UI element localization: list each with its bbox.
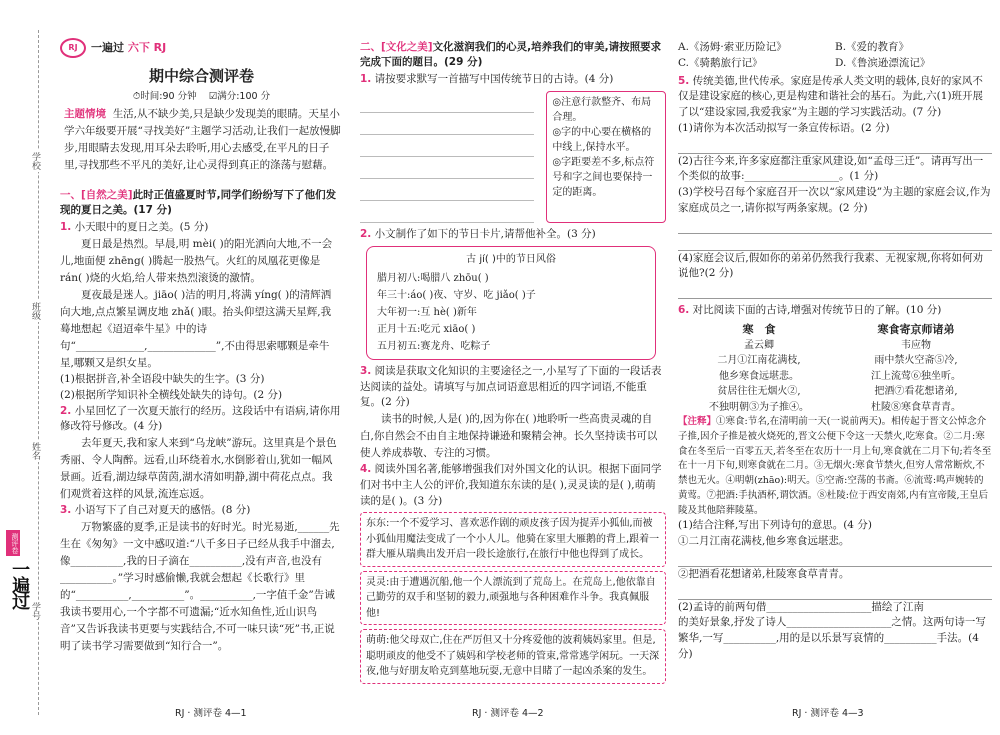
- answer-line[interactable]: [678, 282, 992, 299]
- q6-line-1: ①二月江南花满枝,他乡寒食远堪悲。: [678, 535, 850, 548]
- section-3: [678, 40, 992, 663]
- option-b: B.《爱的教育》: [835, 41, 910, 53]
- writing-tips: ◎注意行款整齐、布局合理。 ◎字的中心要在横格的中线上,保持水平。 ◎字距要差不多,标点符号和字之间也要保持一定的距离。: [546, 91, 666, 223]
- scenario-tag: 主题情境: [64, 108, 106, 120]
- answer-line[interactable]: [678, 583, 992, 600]
- q6-sub-1: (1)结合注释,写出下列诗句的意思。(4 分): [678, 519, 872, 532]
- q3-paragraph: 万物繁盛的夏季,正是读书的好时光。时光易逝,______先生在《匆匆》一文中感叹道:“八千多日子已经从我手中溜去,像__________,我的日子滴在__________,没有声音,也没有__________。”学习时感偷懒,我就会想起《长歌行》里的“__________,__________”。__________,一字值千金”告诫我读书要用心,一个字都不可遗漏;“近水知鱼性,近山识鸟音”又告诉我读书更要与实践结合,不可一味只读“死”书,正说明了读书学习需要做到“知行合一”。: [60, 520, 340, 652]
- q5-sub-4: (4)家庭会议后,假如你的弟弟仍然我行我素、无视家规,你将如何劝说他?(2 分): [678, 251, 984, 280]
- comment-dongdong: 东东:一个不爱学习、喜欢恶作剧的顽皮孩子因为捉弄小狐仙,而被小狐仙用魔法变成了一个小人儿。他骑在家里大雁鹅的背上,跟着一群大雁从瑞典出发开启一段长途旅行,在旅行中他也得到了成长。: [360, 512, 666, 567]
- comment-lingling: 灵灵:由于遭遇沉船,他一个人漂流到了荒岛上。在荒岛上,他依靠自己勤劳的双手和坚韧的毅力,顽强地与各种困难作斗争。我真佩服他!: [360, 571, 666, 626]
- question-2-1: 1. 请按要求默写一首描写中国传统节日的古诗。(4 分) ◎注意行款整齐、布局合理。 ◎字的中心要在横格的中线上,保持水平。 ◎字距要差不多,标点符号和字之间也要保持一定的距离。: [360, 72, 666, 223]
- poem-hanshi-jishi: 寒食寄京师诸弟 韦应物 雨中禁火空斋⑤冷, 江上流莺⑥独坐听。 把酒⑦看花想诸弟, 杜陵⑧寒食草青青。: [871, 322, 961, 413]
- section-2-tag: [文化之美]: [381, 41, 433, 53]
- writing-grid[interactable]: [360, 91, 534, 223]
- q6-sub-2b: 的美好景象,抒发了诗人____________________之情。这两句诗一写繁华,一写__________,用的是以乐景写哀情的__________手法。(4 分): [678, 616, 986, 660]
- festival-card: [366, 246, 656, 360]
- brand-tag: 测评卷: [6, 530, 20, 556]
- q5-sub-1: (1)请你为本次活动拟写一条宣传标语。(2 分): [678, 121, 890, 134]
- q5-sub-3: (3)学校号召每个家庭召开一次以“家风建设”为主题的家庭会议,作为家庭成员之一,请你拟写两条家规。(2 分): [678, 186, 991, 214]
- question-1-3: 3. 小语写下了自己对夏天的感悟。(8 分) 万物繁盛的夏季,正是读书的好时光。时光易逝,______先生在《匆匆》一文中感叹道:“八千多日子已经从我手中溜去,像__________,我的日子滴在__________,没有声音,也没有__________。”学习时感偷懒,我就会想起《长歌行》里的“__________,__________”。__________,一字值千金”告诫我读书要用心,一个字都不可遗漏;“近水知鱼性,近山识鸟音”又告诉我读书更要与实践结合,不可一味只读“死”书,正说明了读书学习需要做到“知行合一”。: [60, 503, 341, 655]
- theme-scenario: [64, 106, 341, 174]
- annotations: 【注释】①寒食:节名,在清明前一天(一说前两天)。相传起于晋文公悼念介子推,因介子推是被火烧死的,晋文公便下令这一天禁火,吃寒食。②二月:寒食在冬至后一百零五天,若冬至在农历十一月上旬,寒食就在二月下旬;若冬至在十一月下旬,则寒食就在二月。③无烟火:寒食节禁火,但穷人常常断炊,不禁也无火。④明朝(zhāo):明天。⑤空斋:空荡的书斋。⑥流莺:鸣声婉转的黄莺。⑦把酒:手执酒杯,谓饮酒。⑧杜陵:位于西安南郊,内有宣帝陵,王皇后陵及其他陪葬陵墓。: [678, 416, 992, 516]
- comment-mengmeng: 萌萌:他父母双亡,住在严厉但又十分疼爱他的波莉姨妈家里。但是,聪明顽皮的他受不了姨妈和学校老师的管束,常常逃学闲玩。一天深夜,他与好朋友哈克到墓地玩耍,无意中目睹了一起凶杀案的发生。: [360, 629, 666, 684]
- q6-sub-2a: (2)孟诗的前两句借____________________描绘了江南: [678, 600, 924, 613]
- poem-1-title: 寒 食: [742, 322, 776, 336]
- full-score: ☑满分:100 分: [208, 91, 271, 102]
- q2-paragraph: 去年夏天,我和家人来到“乌龙峡”游玩。这里真是个景色秀丽、令人陶醉。远看,山环绕着水,水倒影着山,犹如一幅风景画。近看,湖边绿草茵茵,湖水清如明静,湖中荷花点点。我们观赏着这样的风景,流连忘返。: [60, 437, 337, 501]
- q5-sub-2: (2)古往今来,许多家庭都注重家风建设,如“孟母三迁”。请再写出一个类似的故事:__________________。(1 分): [678, 154, 984, 183]
- school-label: 学校: [28, 150, 41, 172]
- poem-2-title: 寒食寄京师诸弟: [877, 322, 955, 336]
- option-a: A.《汤姆·索亚历险记》: [678, 41, 787, 53]
- q1-sub-2: (2)根据所学知识补全横线处缺失的诗句。(2 分): [60, 388, 283, 401]
- grade-label: 六下 RJ: [127, 41, 167, 55]
- exam-meta: [58, 90, 345, 104]
- page-3-footer: RJ · 测评卷 4—3: [792, 708, 864, 720]
- q1-sub-1: (1)根据拼音,补全语段中缺失的生字。(3 分): [60, 373, 265, 386]
- section-1: [60, 188, 341, 655]
- page-1: [0, 0, 345, 735]
- time-limit: ⏱时间:90 分钟: [132, 91, 197, 102]
- section-1-tag: [自然之美]: [81, 189, 133, 201]
- section-2-title: 二、[文化之美]文化滋润我们的心灵,培养我们的审美,请按照要求完成下面的题目。(29 分): [360, 41, 662, 69]
- section-2: [360, 40, 666, 684]
- q1-paragraph-2: 夏夜最是迷人。jiāo( )洁的明月,将满 yíng( )的清辉洒向大地,点点繁星调皮地 zhǎ( )眼。抬头仰望这满天星辉,我蓦地想起《迢迢牵牛星》中的诗句“_____________,_____________”,不由得思索哪颗是牵牛星,哪颗又是织女星。: [60, 289, 332, 370]
- class-label: 班级: [28, 300, 41, 322]
- q1-paragraph-1: 夏日最是热烈。早晨,明 mèi( )的阳光洒向大地,不一会儿,地面便 zhēng( )腾起一股热气。火红的凤凰花更像是 rán( )烧的火焰,给人带来热烈滚烫的激情。: [60, 238, 333, 285]
- q6-line-2: ②把酒看花想诸弟,杜陵寒食草青青。: [678, 567, 850, 580]
- question-2-4: 4. 阅读外国名著,能够增强我们对外国文化的认识。根据下面同学们对书中主人公的评价,我知道东东读的是( ),灵灵读的是( ),萌萌读的是( )。(3 分) 东东:一个不爱学习、喜欢恶作剧的顽皮孩子因为捉弄小狐仙,而被小狐仙用魔法变成了一个小人儿。他骑在家里大雁鹅的背上,跟着一群大雁从瑞典出发开启一段长途旅行,在旅行中他也得到了成长。 灵灵:由于遭遇沉船,他一个人漂流到了荒岛上。在荒岛上,他依靠自己勤劳的双手和坚韧的毅力,顽强地与各种困难作斗争。我真佩服他! 萌萌:他父母双亡,住在严厉但又十分疼爱他的波莉姨妈家里。但是,聪明顽皮的他受不了姨妈和学校老师的管束,常常逃学闲玩。一天深夜,他与好朋友哈克到墓地玩耍,无意中目睹了一起凶杀案的发生。: [360, 462, 666, 684]
- page-1-footer: RJ · 测评卷 4—1: [175, 708, 247, 720]
- exam-title: 期中综合测评卷: [148, 67, 254, 85]
- header-brand: [60, 38, 166, 58]
- question-1-1: 1. 小天眼中的夏日之美。(5 分) 夏日最是热烈。早晨,明 mèi( )的阳光洒向大地,不一会儿,地面便 zhēng( )腾起一股热气。火红的凤凰花更像是 rán( )烧的火焰,给人带来热烈滚烫的激情。 夏夜最是迷人。jiāo( )洁的明月,将满 yíng( )的清辉洒向大地,点点繁星调皮地 zhǎ( )眼。抬头仰望这满天星辉,我蓦地想起《迢迢牵牛星》中的诗句“_____________,_____________”,不由得思索哪颗是牵牛星,哪颗又是织女星。 (1)根据拼音,补全语段中缺失的生字。(3 分) (2)根据所学知识补全横线处缺失的诗句。(2 分): [60, 220, 341, 403]
- q2-3-paragraph: 读书的时候,人是( )的,因为你在( )地聆听一些高贵灵魂的自白,你自然会不由自主地保持谦逊和聚精会神。长久坚持读书可以使人养成恭敬、专注的习惯。: [360, 413, 658, 460]
- brand-logo-icon: RJ: [60, 38, 86, 58]
- brand-name: 一遍过: [91, 41, 124, 55]
- question-2-6: 6. 对比阅读下面的古诗,增强对传统节日的了解。(10 分) 寒 食 孟云卿 二月①江南花满枝, 他乡寒食远堪悲。 贫居往往无烟火②, 不独明朝③为子推④。 寒食寄京师诸弟 韦应物 雨中禁火空斋⑤冷, 江上流莺⑥独坐听。 把酒⑦看花想诸弟, 杜陵⑧寒食草青青。 【注释】①寒食:节名,在清明前一天(一说前两天)。相传起于晋文公悼念介子推,因介子推是被火烧死的,晋文公便下令这一天禁火,吃寒食。②二月:寒食在冬至后一百零五天,若冬至在农历十一月上旬,寒食就在二月下旬;若冬至在十一月下旬,则寒食就在二月。③无烟火:寒食节禁火,但穷人常常断炊,不禁也无火。④明朝(zhāo):明天。⑤空斋:空荡的书斋。⑥流莺:鸣声婉转的黄莺。⑦把酒:手执酒杯,谓饮酒。⑧杜陵:位于西安南郊,内有宣帝陵,王皇后陵及其他陪葬陵墓。 (1)结合注释,写出下列诗句的意思。(4 分) ①二月江南花满枝,他乡寒食远堪悲。 ②把酒看花想诸弟,杜陵寒食草青青。 (2)孟诗的前两句借____________________描绘了江南 的美好景象,抒发了诗人____________________之情。这两句诗一写繁华,一写__________,用的是以乐景写哀情的__________手法。(4 分): [678, 303, 992, 663]
- poem-1-author: 孟云卿: [744, 339, 774, 351]
- name-label: 姓名: [28, 440, 41, 462]
- card-line: 大年初一:互 hè( )新年: [377, 306, 477, 318]
- answer-line[interactable]: [678, 137, 992, 154]
- brand-vertical: 一遍过: [9, 560, 31, 608]
- question-2-3: 3. 阅读是获取文化知识的主要途径之一,小星写了下面的一段话表达阅读的益处。请填写与加点词语意思相近的四字词语,不能重复。(2 分) 读书的时候,人是( )的,因为你在( )地聆听一些高贵灵魂的自白,你自然会不由自主地保持谦逊和聚精会神。长久坚持读书可以使人养成恭敬、专注的习惯。: [360, 364, 666, 462]
- question-2-5: 5. 传统美德,世代传承。家庭是传承人类文明的载体,良好的家风不仅是建设家庭的核心,更是构建和谐社会的基石。为此,六(1)班开展了以“建设家园,我爱我家”为主题的学习实践活动。(7 分) (1)请你为本次活动拟写一条宣传标语。(2 分) (2)古往今来,许多家庭都注重家风建设,如“孟母三迁”。请再写出一个类似的故事:__________________。(1 分) (3)学校号召每个家庭召开一次以“家风建设”为主题的家庭会议,作为家庭成员之一,请你拟写两条家规。(2 分) (4)家庭会议后,假如你的弟弟仍然我行我素、无视家规,你将如何劝说他?(2 分): [678, 74, 992, 300]
- option-c: C.《骑鹅旅行记》: [678, 56, 763, 69]
- scenario-text: 生活,从不缺少美,只是缺少发现美的眼睛。天星小学六年级要开展“寻找美好”主题学习活动,让我们一起放慢脚步,用眼睛去发现,用耳朵去聆听,用心去感受,在平凡的日子里,寻找那些不平凡的美好,让心灵得到真正的涤荡与慰藉。: [64, 108, 341, 171]
- card-line: 年三十:áo( )夜、守岁、吃 jiǎo( )子: [377, 289, 536, 301]
- question-1-2: 2. 小星回忆了一次夏天旅行的经历。这段话中有语病,请你用修改符号修改。(4 分) 去年夏天,我和家人来到“乌龙峡”游玩。这里真是个景色秀丽、令人陶醉。远看,山环绕着水,水倒影着山,犹如一幅风景画。近看,湖边绿草茵茵,湖水清如明静,湖中荷花点点。我们观赏着这样的风景,流连忘返。: [60, 404, 341, 504]
- student-id-label: 学号: [28, 600, 41, 622]
- answer-line[interactable]: [678, 217, 992, 234]
- poem-2-author: 韦应物: [901, 339, 931, 351]
- card-line: 腊月初八:喝腊八 zhōu( ): [377, 272, 489, 284]
- page-2-footer: RJ · 测评卷 4—2: [472, 708, 544, 720]
- question-2-2: 2. 小文制作了如下的节日卡片,请帮他补全。(3 分) 古 jí( )中的节日风俗 腊月初八:喝腊八 zhōu( ) 年三十:áo( )夜、守岁、吃 jiǎo( )子 大年初一:互 hè( )新年 正月十五:吃元 xiāo( ) 五月初五:赛龙舟、吃粽子: [360, 227, 666, 360]
- book-options: [678, 40, 992, 72]
- answer-line[interactable]: [678, 550, 992, 567]
- binding-margin: [0, 0, 52, 735]
- festival-card-title: 古 jí( )中的节日风俗: [466, 253, 556, 265]
- poem-hanshi: 寒 食 孟云卿 二月①江南花满枝, 他乡寒食远堪悲。 贫居往往无烟火②, 不独明朝③为子推④。: [709, 322, 809, 413]
- card-line: 五月初五:赛龙舟、吃粽子: [377, 340, 491, 352]
- option-d: D.《鲁滨逊漂流记》: [835, 56, 931, 69]
- section-1-title: 一、[自然之美]此时正值盛夏时节,同学们纷纷写下了他们发现的夏日之美。(17 分): [60, 189, 337, 217]
- card-line: 正月十五:吃元 xiāo( ): [377, 323, 476, 335]
- answer-line[interactable]: [678, 234, 992, 251]
- page-2: [352, 0, 670, 735]
- page-3: [672, 0, 1000, 735]
